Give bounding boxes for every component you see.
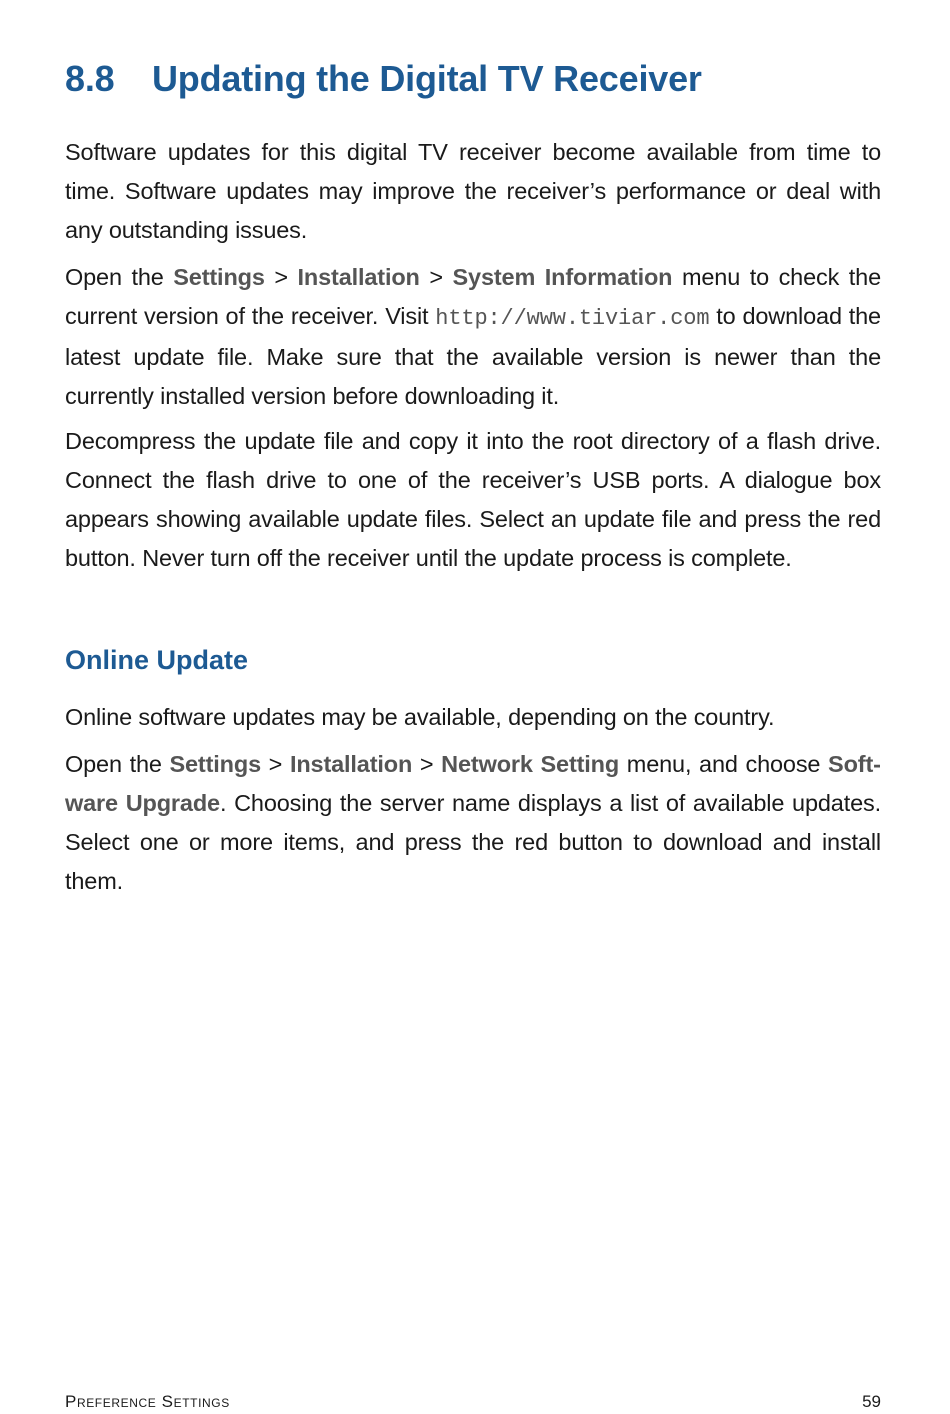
menu-separator: > bbox=[261, 751, 290, 777]
menu-software-upgrade: Software Upgrade bbox=[65, 751, 881, 816]
menu-separator: > bbox=[419, 264, 453, 290]
section-title-text: Updating the Digital TV Receiver bbox=[152, 58, 702, 99]
menu-separator: > bbox=[412, 751, 442, 777]
page-footer bbox=[65, 1392, 881, 1414]
text-run: menu to check the current version of the receiver. Visit bbox=[65, 264, 882, 329]
text-run: to download the latest update file. Make sure that the available version is newer than the currently installed version before downloading it. bbox=[65, 303, 881, 409]
online-intro-paragraph: Online software updates may be available, depending on the country. bbox=[65, 704, 775, 730]
text-run: Open the bbox=[65, 264, 174, 290]
menu-system-information: System Information bbox=[452, 264, 673, 290]
menu-settings: Settings bbox=[169, 751, 261, 777]
section-title bbox=[65, 58, 702, 100]
text-run: Open the bbox=[65, 751, 170, 777]
text-run: . Choosing the server name displays a list of available updates. Select one or more items, and press the red button to download and install them. bbox=[65, 790, 881, 894]
text-run: menu, and choose bbox=[619, 751, 829, 777]
menu-network-setting: Network Setting bbox=[441, 751, 620, 777]
online-steps-paragraph bbox=[65, 745, 881, 901]
section-number: 8.8 bbox=[65, 58, 115, 99]
page-number: 59 bbox=[862, 1392, 881, 1411]
check-version-paragraph bbox=[65, 258, 881, 416]
menu-separator: > bbox=[264, 264, 298, 290]
online-update-heading: Online Update bbox=[65, 645, 249, 675]
menu-installation: Installation bbox=[297, 264, 420, 290]
decompress-paragraph: Decompress the update file and copy it into the root directory of a flash drive. Connect the flash drive to one of the receiver’s USB ports. A dialogue box appears showing available update files. Select an update file and press the red button. Never turn off the receiver until the update process is complete. bbox=[65, 428, 881, 571]
footer-chapter: Preference Settings bbox=[65, 1392, 230, 1411]
menu-installation: Installation bbox=[289, 751, 413, 777]
download-url: http://www.tiviar.com bbox=[435, 306, 710, 331]
intro-paragraph: Software updates for this digital TV receiver become available from time to time. Software updates may improve the receiver’s performance or deal with any outstanding issues. bbox=[65, 139, 881, 243]
menu-settings: Settings bbox=[173, 264, 265, 290]
